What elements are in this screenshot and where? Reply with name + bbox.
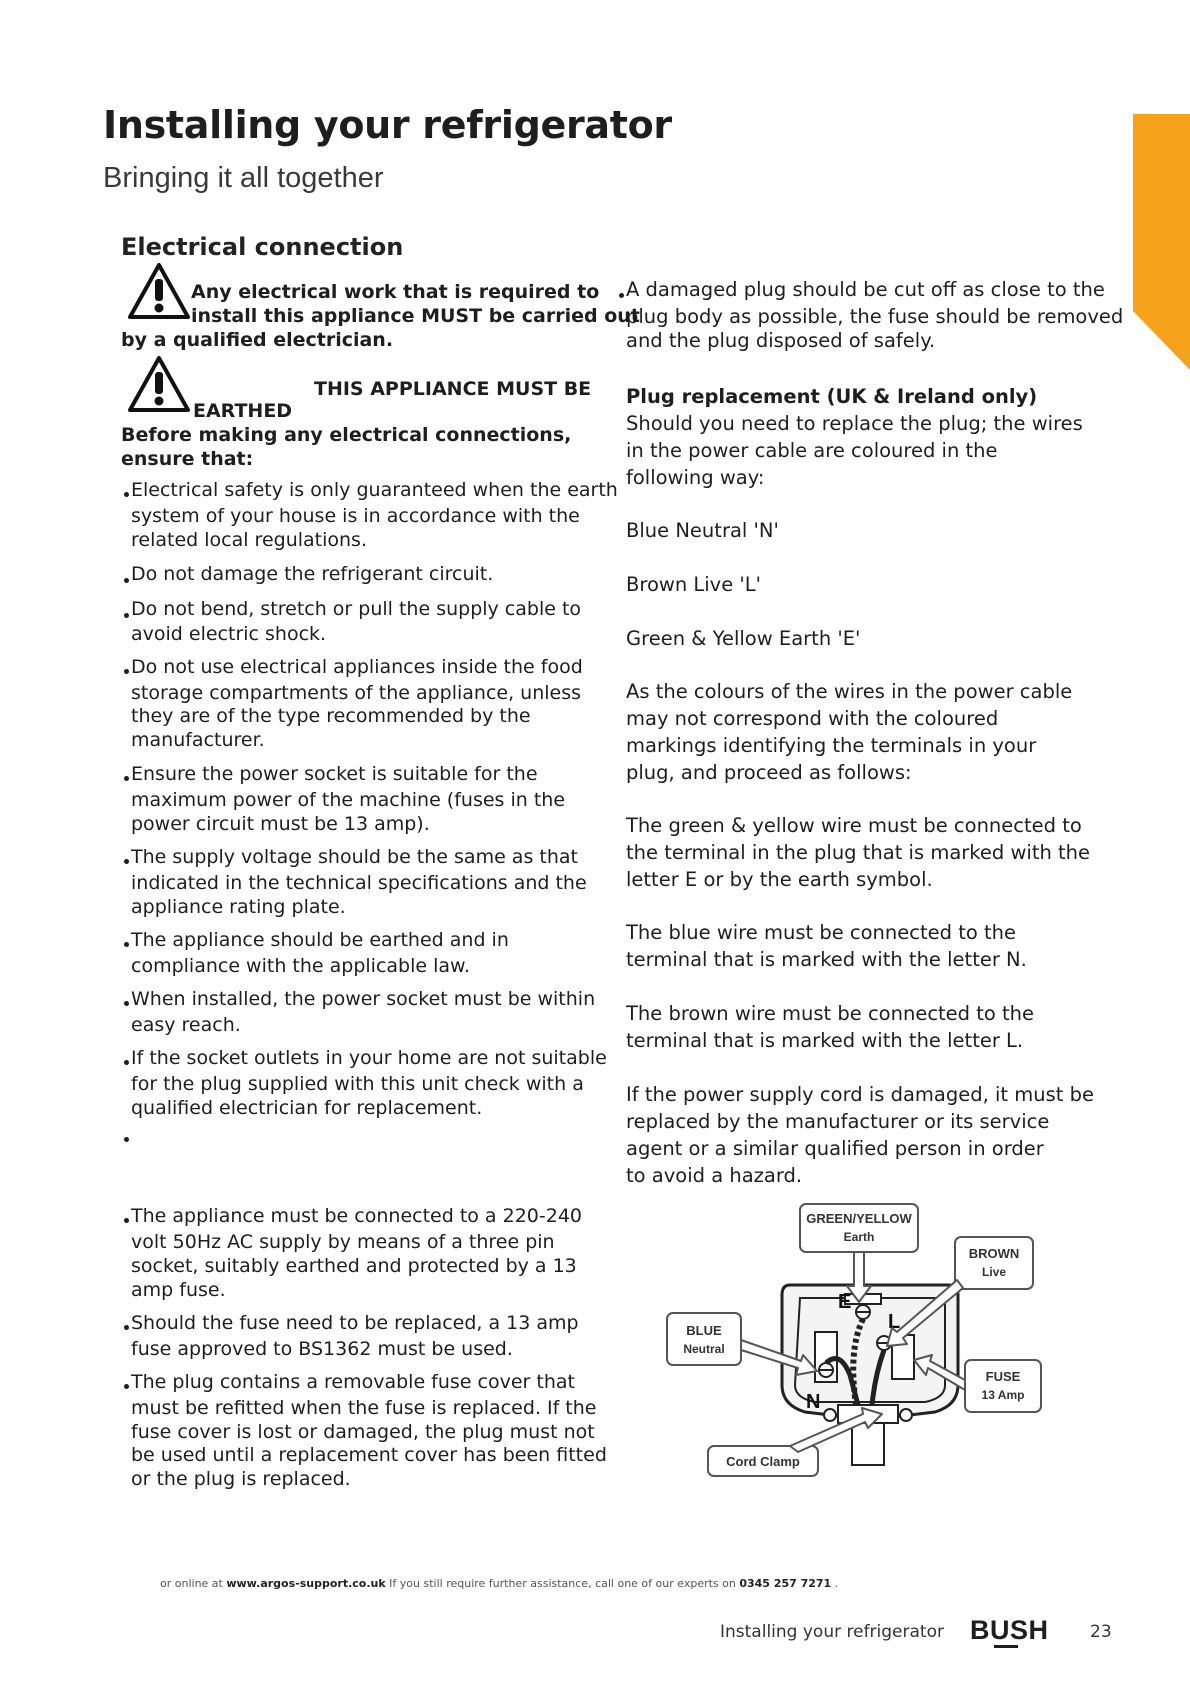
bullet-line: manufacturer. <box>131 729 265 751</box>
colours-note-line: plug, and proceed as follows: <box>626 761 912 784</box>
damaged-plug-line: A damaged plug should be cut off as close to the <box>626 278 1105 301</box>
bullet-line: power circuit must be 13 amp). <box>131 813 430 835</box>
bullet-line: for the plug supplied with this unit check with a <box>131 1073 584 1095</box>
label-blue <box>667 1313 741 1365</box>
bullet-dot <box>124 1001 129 1006</box>
cord-rule-line: agent or a similar qualified person in order <box>626 1137 1044 1160</box>
bullet-dot <box>124 613 129 618</box>
bullet-line: Ensure the power socket is suitable for the <box>131 763 538 785</box>
bullet-line: they are of the type recommended by the <box>131 705 531 727</box>
bullet-line: If the socket outlets in your home are not suitable <box>131 1047 607 1069</box>
bullet-line: maximum power of the machine (fuses in the <box>131 789 566 811</box>
cord-rule-line: replaced by the manufacturer or its service <box>626 1110 1050 1133</box>
cord-rule-line: If the power supply cord is damaged, it must be <box>626 1083 1095 1106</box>
bullet-line: The appliance should be earthed and in <box>131 929 509 951</box>
chapter-tab <box>1133 114 1190 370</box>
bullet-line: or the plug is replaced. <box>131 1468 351 1490</box>
bullet-dot <box>124 776 129 781</box>
brand-logo: BUSH <box>970 1615 1049 1645</box>
wire-blue: Blue Neutral 'N' <box>626 519 779 542</box>
bullet-line: Electrical safety is only guaranteed when the earth <box>131 479 618 501</box>
bullet-line: qualified electrician for replacement. <box>131 1097 483 1119</box>
bullet-line: appliance rating plate. <box>131 896 346 918</box>
bullet-dot <box>124 1218 129 1223</box>
bullet-dot <box>619 293 624 298</box>
label-green-yellow-title: GREEN/YELLOW <box>806 1211 912 1226</box>
warning-1-line-2: install this appliance MUST be carried out <box>191 305 640 327</box>
bullet-dot-empty <box>124 1137 129 1142</box>
footer-note-prefix: or online at <box>160 1577 227 1590</box>
brown-rule-line: terminal that is marked with the letter L. <box>626 1029 1024 1052</box>
bullet-dot <box>124 578 129 583</box>
label-cord-clamp-text: Cord Clamp <box>726 1454 800 1469</box>
bullet-line: indicated in the technical specifications and the <box>131 872 587 894</box>
bullet-line: The supply voltage should be the same as that <box>131 846 578 868</box>
page-title: Installing your refrigerator <box>103 103 672 147</box>
brand-logo-underline <box>994 1645 1018 1648</box>
page-subtitle: Bringing it all together <box>103 162 384 194</box>
bullet-dot <box>124 1325 129 1330</box>
footer-section-name: Installing your refrigerator <box>720 1622 944 1642</box>
damaged-plug-line: and the plug disposed of safely. <box>626 329 936 352</box>
green-rule-line: letter E or by the earth symbol. <box>626 868 933 891</box>
bullet-line: fuse cover is lost or damaged, the plug must not <box>131 1421 595 1443</box>
green-rule-line: the terminal in the plug that is marked with the <box>626 841 1091 864</box>
bullet-dot <box>124 669 129 674</box>
letter-l: L <box>888 1311 901 1333</box>
plug-wiring-diagram <box>660 1200 1080 1490</box>
bullet-line: Should the fuse need to be replaced, a 13 amp <box>131 1312 579 1334</box>
footer-note-middle: If you still require further assistance, call one of our experts on <box>385 1577 740 1590</box>
warning-1-line-1: Any electrical work that is required to <box>191 281 600 303</box>
bullet-line: be used until a replacement cover has been fitted <box>131 1444 607 1466</box>
warning-icon <box>126 262 192 322</box>
bullet-line: socket, suitably earthed and protected by a 13 <box>131 1255 577 1277</box>
label-brown-sub: Live <box>981 1265 1007 1279</box>
bullet-line: compliance with the applicable law. <box>131 955 470 977</box>
bullet-dot <box>124 942 129 947</box>
blue-rule-line: terminal that is marked with the letter N. <box>626 948 1027 971</box>
intro-line: Should you need to replace the plug; the wires <box>626 412 1083 435</box>
bullet-line: volt 50Hz AC supply by means of a three pin <box>131 1231 555 1253</box>
bullet-dot <box>124 1060 129 1065</box>
label-fuse <box>965 1360 1041 1412</box>
bullet-line: Do not use electrical appliances inside the food <box>131 656 583 678</box>
bullet-dot <box>124 1384 129 1389</box>
bullet-line: system of your house is in accordance with the <box>131 505 580 527</box>
warning-2-line-3: Before making any electrical connections, <box>121 424 572 446</box>
footer-note <box>160 1577 838 1590</box>
support-link[interactable]: www.argos-support.co.uk <box>226 1577 386 1590</box>
warning-icon <box>126 355 192 415</box>
wire-brown: Brown Live 'L' <box>626 573 762 596</box>
wire-green-yellow: Green & Yellow Earth 'E' <box>626 627 861 650</box>
bullet-line: Do not bend, stretch or pull the supply cable to <box>131 598 582 620</box>
colours-note-line: As the colours of the wires in the power cable <box>626 680 1073 703</box>
bullet-line: fuse approved to BS1362 must be used. <box>131 1338 513 1360</box>
bullet-line: The appliance must be connected to a 220-240 <box>131 1205 582 1227</box>
label-blue-sub: Neutral <box>683 1342 725 1356</box>
bullet-line: must be refitted when the fuse is replaced. If the <box>131 1397 597 1419</box>
bullet-line: Do not damage the refrigerant circuit. <box>131 563 494 585</box>
label-brown <box>955 1237 1033 1289</box>
bullet-line: avoid electric shock. <box>131 623 327 645</box>
warning-2-line-4: ensure that: <box>121 448 254 470</box>
warning-2-line-2: EARTHED <box>193 400 293 422</box>
cable <box>852 1423 884 1465</box>
warning-1-line-3: by a qualified electrician. <box>121 329 394 351</box>
label-fuse-sub: 13 Amp <box>981 1388 1025 1402</box>
label-blue-title: BLUE <box>686 1323 722 1338</box>
letter-e: E <box>838 1291 852 1313</box>
warning-2-line-1: THIS APPLIANCE MUST BE <box>314 378 592 400</box>
bullet-line: When installed, the power socket must be within <box>131 988 596 1010</box>
bullet-dot <box>124 859 129 864</box>
bullet-line: related local regulations. <box>131 529 367 551</box>
bullet-dot <box>124 492 129 497</box>
blue-rule-line: The blue wire must be connected to the <box>626 921 1016 944</box>
bullet-line: easy reach. <box>131 1014 241 1036</box>
label-fuse-title: FUSE <box>985 1369 1021 1384</box>
bullet-line: amp fuse. <box>131 1279 226 1301</box>
letter-n: N <box>806 1391 821 1413</box>
page-number: 23 <box>1090 1622 1112 1642</box>
cord-rule-line: to avoid a hazard. <box>626 1164 803 1187</box>
bullet-line: storage compartments of the appliance, unless <box>131 682 582 704</box>
plug-replacement-heading: Plug replacement (UK & Ireland only) <box>626 385 1038 408</box>
colours-note-line: may not correspond with the coloured <box>626 707 999 730</box>
intro-line: in the power cable are coloured in the <box>626 439 998 462</box>
support-phone: 0345 257 7271 <box>739 1577 832 1590</box>
intro-line: following way: <box>626 466 765 489</box>
brown-rule-line: The brown wire must be connected to the <box>626 1002 1035 1025</box>
section-heading: Electrical connection <box>121 233 404 261</box>
footer-note-suffix: . <box>831 1577 839 1590</box>
label-brown-title: BROWN <box>968 1246 1020 1261</box>
label-green-yellow-sub: Earth <box>843 1230 875 1244</box>
green-rule-line: The green & yellow wire must be connected to <box>626 814 1082 837</box>
damaged-plug-line: plug body as possible, the fuse should be removed <box>626 305 1124 328</box>
bullet-line: The plug contains a removable fuse cover that <box>131 1371 575 1393</box>
colours-note-line: markings identifying the terminals in your <box>626 734 1037 757</box>
